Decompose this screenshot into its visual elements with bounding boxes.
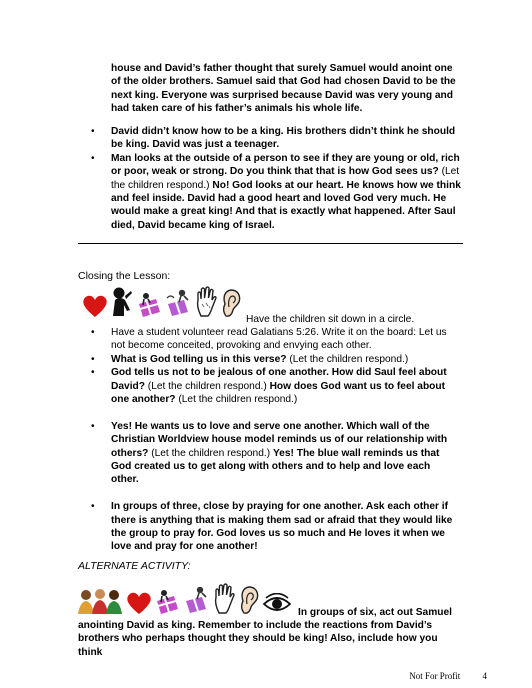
alternate-icons [76, 583, 294, 615]
footer-label: Not For Profit [409, 671, 461, 681]
alternate-heading: ALTERNATE ACTIVITY: [78, 560, 191, 572]
gift-icon [154, 587, 180, 615]
heart-icon [82, 294, 108, 318]
bullet-list-closing [91, 326, 459, 554]
bullet-glyph: • [91, 367, 95, 379]
ear-icon [220, 288, 242, 318]
section-divider [78, 243, 463, 244]
list-item-text: How does God want us to feel about one another? [111, 380, 446, 406]
list-item [91, 152, 463, 232]
gift-icon [136, 290, 162, 318]
bullet-glyph: • [91, 420, 95, 432]
group-of-children-icon [76, 587, 124, 615]
list-item-text: Yes! He wants us to love and serve one another. Which wall of the Christian Worldview house model reminds us of our relationship with others? [111, 420, 448, 459]
list-item-text: David didn’t know how to be a king. His brothers didn’t think he should be king. David was just a teenager. [111, 126, 456, 151]
continuation-paragraph: house and David’s father thought that surely Samuel would anoint one of the older brothers. Samuel said that God had chosen David to be the next king. Everyone was surprised because David was very young and had taken care of his father’s animals his whole life. [111, 63, 456, 115]
eye-icon [262, 593, 292, 615]
list-item [91, 366, 459, 406]
page-number: 4 [482, 671, 487, 681]
list-item-text: What is God telling us in this verse? [111, 353, 287, 365]
gift-bird-icon [182, 585, 210, 615]
bullet-glyph: • [91, 353, 95, 365]
list-item-note: (Let the children respond.) [148, 447, 273, 459]
alternate-inline-text: In groups of six, act out Samuel [298, 607, 452, 618]
bullet-list-top [91, 125, 463, 232]
list-item-text: In groups of three, close by praying for one another. Ask each other if there is anything that is making them sad or afraid that they would like the group to pray for. God loves us so much and He loves it when we love and pray for one another! [111, 501, 453, 553]
praying-child-icon [110, 286, 134, 318]
bullet-glyph: • [91, 126, 95, 137]
list-item [91, 125, 463, 152]
list-item-note: (Let the children respond.) [175, 394, 298, 406]
ear-icon [238, 585, 260, 615]
hand-icon [194, 286, 218, 318]
bullet-glyph: • [91, 327, 95, 338]
list-item-note: (Let the children respond.) [144, 380, 270, 392]
list-item-note: (Let the children respond.) [286, 353, 409, 365]
closing-icons [82, 286, 244, 318]
list-item-text: Man looks at the outside of a person to see if they are young or old, rich or poor, weak or strong. Do you think that that is how God sees us? [111, 152, 460, 178]
page-footer [409, 671, 487, 681]
list-item-note: (Let the children respond.) [111, 166, 460, 191]
list-item-text: Have a student volunteer read Galatians 5:26. Write it on the board: Let us not become conceited, provoking and envying each other. [111, 327, 447, 352]
bullet-glyph: • [91, 501, 95, 513]
bullet-glyph: • [91, 152, 95, 164]
heart-icon [126, 591, 152, 615]
list-item-text: No! God looks at our heart. He knows how we think and feel inside. David had a good heart and loved God very much. He would make a great king! And that is exactly what happened. After Saul died, David became king of Israel. [111, 179, 461, 231]
hand-icon [212, 583, 236, 615]
list-item [91, 420, 459, 487]
list-item [91, 326, 459, 353]
closing-heading: Closing the Lesson: [78, 270, 171, 282]
closing-instruction: Have the children sit down in a circle. [246, 314, 415, 325]
list-item-text: Yes! The blue wall reminds us that God created us to get along with others and to help and love each other. [111, 447, 440, 486]
list-item [91, 353, 459, 366]
gift-bird-icon [164, 288, 192, 318]
list-item-text: God tells us not to be jealous of one another. How did Saul feel about David? [111, 367, 447, 392]
list-item [91, 500, 459, 554]
alternate-paragraph: anointing David as king. Remember to include the reactions from David’s brothers who perhaps thought they should be king! Also, include how you think [78, 620, 438, 658]
